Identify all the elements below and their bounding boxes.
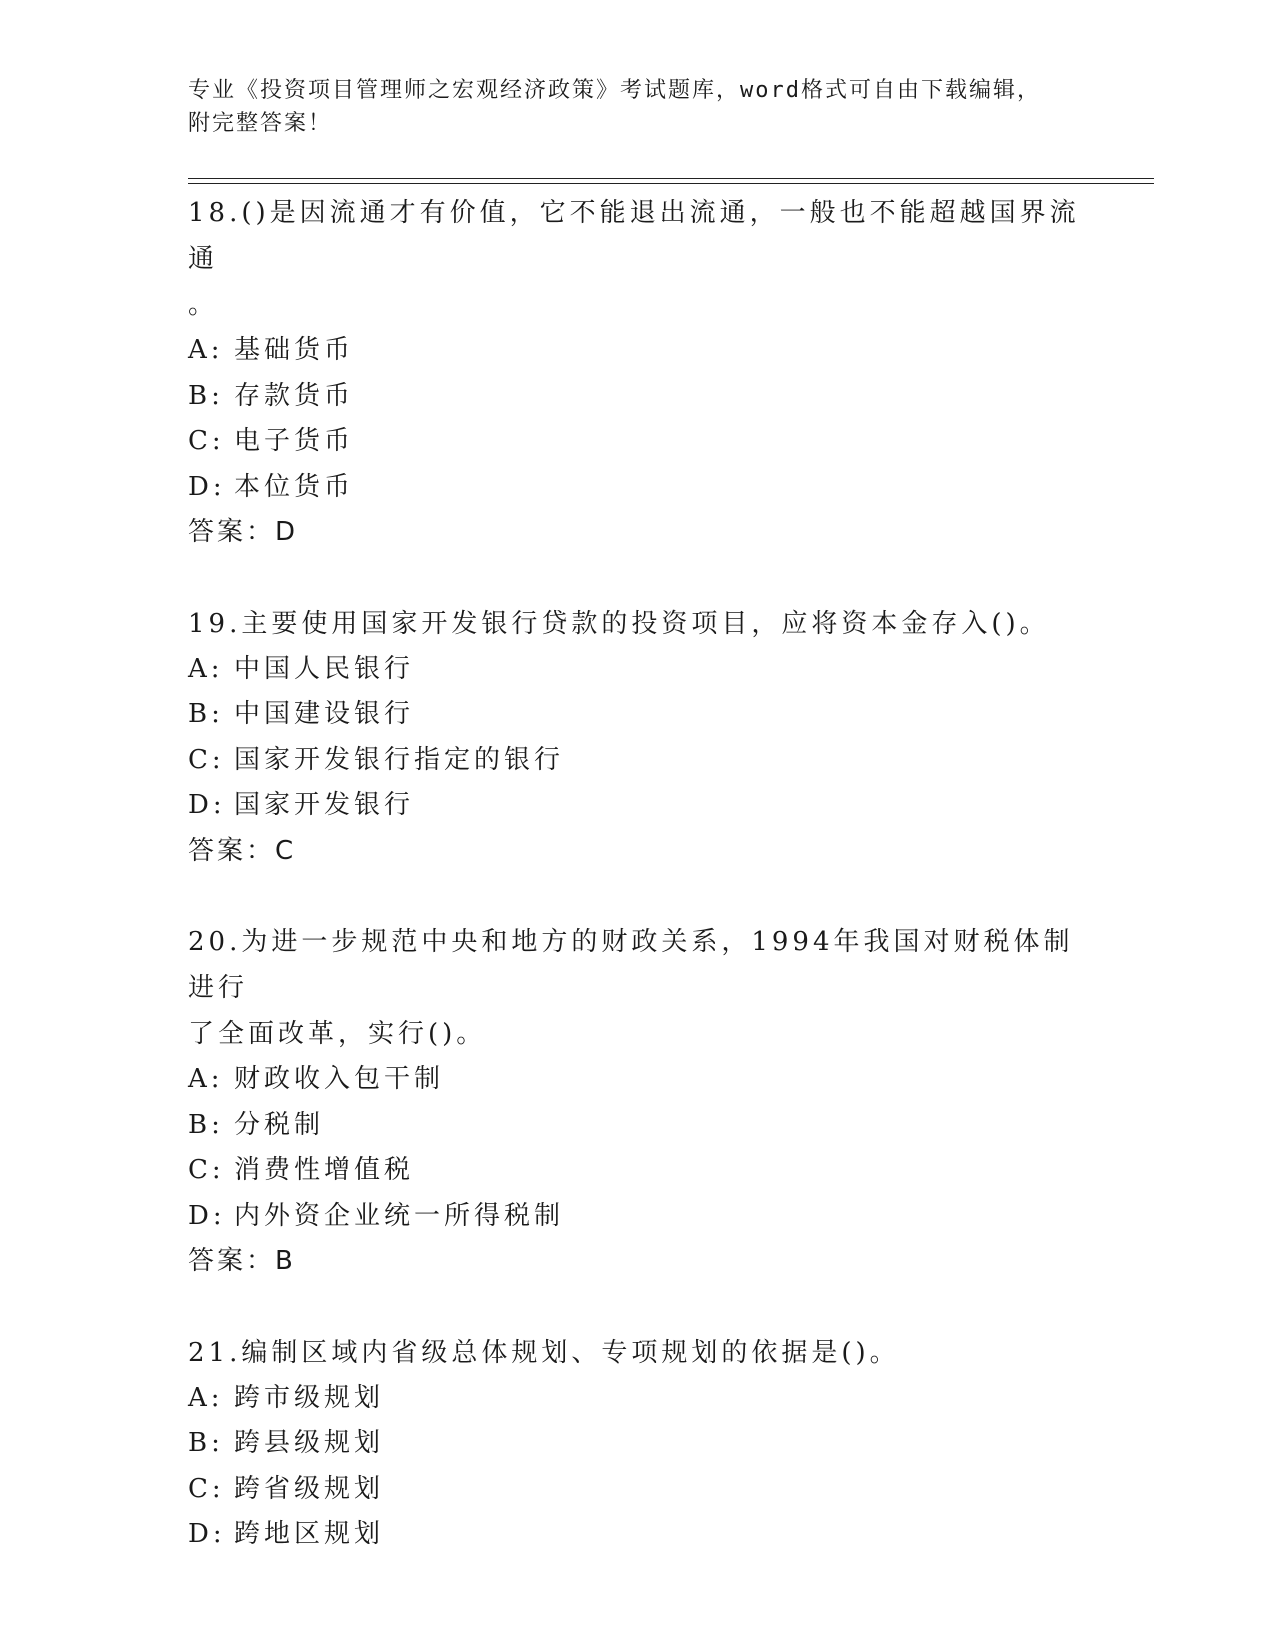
option-key: B: [188,1428,224,1458]
question-text: 19.主要使用国家开发银行贷款的投资项目，应将资本金存入()。 [188,608,1050,639]
header-divider-bottom [188,183,1154,184]
option-text: 财政收入包干制 [234,1064,445,1094]
option-text: 跨市级规划 [234,1382,385,1413]
header-divider-top [188,178,1154,179]
option-key: C: [188,1473,225,1504]
option-b [188,374,1088,420]
header-line-2: 附完整答案！ [188,111,333,136]
option-text: 分税制 [234,1109,325,1140]
answer: 答案：B [188,1246,296,1276]
option-text: 本位货币 [234,471,355,502]
option-key: B: [188,1109,224,1140]
question-text-continued: 了全面改革，实行()。 [188,1019,487,1049]
option-text: 跨县级规划 [234,1428,385,1458]
option-text: 消费性增值税 [234,1155,415,1185]
option-a [188,1376,1088,1422]
option-key: C: [188,426,225,456]
option-key: A: [188,1382,224,1413]
option-d [188,1194,1088,1240]
document-header [188,74,1088,140]
option-key: D: [188,790,226,820]
option-text: 跨地区规划 [234,1519,385,1549]
option-b [188,1421,1088,1467]
option-text: 内外资企业统一所得税制 [234,1200,565,1231]
option-text: 存款货币 [234,380,355,411]
question-text: 18.()是因流通才有价值，它不能退出流通，一般也不能超越国界流通 [188,198,1080,274]
option-key: C: [188,1155,225,1185]
option-d [188,465,1088,511]
option-key: A: [188,1064,224,1094]
question-text: 21.编制区域内省级总体规划、专项规划的依据是()。 [188,1337,900,1368]
option-b [188,692,1088,738]
option-text: 电子货币 [234,426,355,456]
option-text: 国家开发银行指定的银行 [234,744,565,775]
option-key: D: [188,1200,226,1231]
option-text: 中国建设银行 [234,699,415,729]
option-key: A: [188,653,224,684]
option-b [188,1103,1088,1149]
option-key: B: [188,380,224,411]
option-d [188,1512,1088,1558]
answer: 答案：D [188,517,299,547]
question-list [188,190,1088,1558]
option-key: D: [188,1519,226,1549]
question-19 [188,601,1088,875]
option-key: B: [188,699,224,729]
option-text: 中国人民银行 [234,653,415,684]
question-text-continued: 。 [188,290,219,320]
option-key: C: [188,744,225,775]
option-c [188,1148,1088,1194]
header-line-1: 专业《投资项目管理师之宏观经济政策》考试题库，word格式可自由下载编辑， [188,78,1041,103]
spacer [188,874,1088,919]
answer: 答案：C [188,835,297,866]
option-a [188,1057,1088,1103]
option-text: 国家开发银行 [234,790,415,820]
option-c [188,1467,1088,1513]
option-c [188,419,1088,465]
option-text: 跨省级规划 [234,1473,385,1504]
question-20 [188,919,1088,1285]
question-text: 20.为进一步规范中央和地方的财政关系，1994年我国对财税体制进行 [188,927,1074,1003]
option-a [188,328,1088,374]
spacer [188,1285,1088,1330]
spacer [188,556,1088,601]
option-text: 基础货币 [234,335,355,365]
option-key: A: [188,335,224,365]
question-21 [188,1330,1088,1558]
question-18 [188,190,1088,556]
option-c [188,738,1088,784]
option-key: D: [188,471,226,502]
option-d [188,783,1088,829]
option-a [188,647,1088,693]
